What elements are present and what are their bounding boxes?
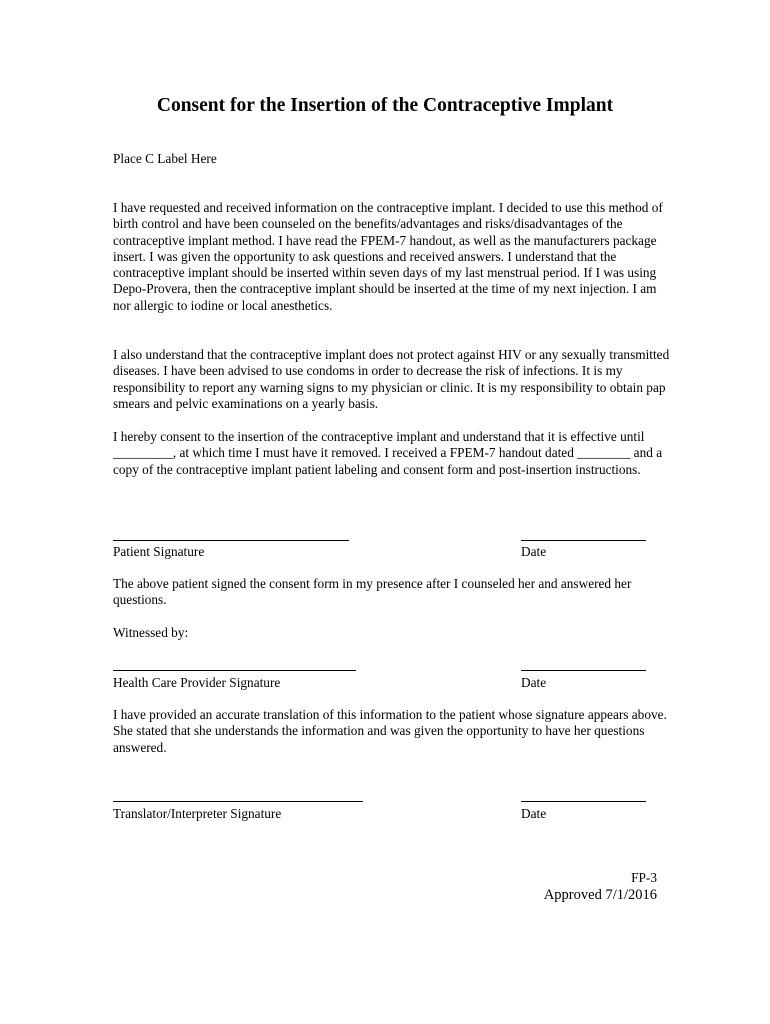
information-paragraph: I have requested and received information on the contraceptive implant. I decided to use this method of birth control and have been counseled on the benefits/advantages and risks/disadvantages of the contraceptive implant method. I have read the FPEM-7 handout, as well as the manufacturers package insert. I was given the opportunity to ask questions and received answers. I understand that the contraceptive implant should be inserted within seven days of my last menstrual period. If I was using Depo-Provera, then the contraceptive implant should be inserted at the time of my next injection. I am nor allergic to iodine or local anesthetics. [113, 200, 663, 313]
provider-date-line[interactable] [521, 670, 646, 671]
form-code: FP-3 [631, 870, 657, 885]
translator-signature-label: Translator/Interpreter Signature [113, 806, 282, 821]
approval-date: Approved 7/1/2016 [543, 887, 657, 903]
provider-date-label: Date [521, 675, 547, 690]
patient-date-line[interactable] [521, 540, 646, 541]
witnessed-by-label: Witnessed by: [113, 625, 189, 640]
translation-statement: I have provided an accurate translation of this information to the patient whose signature appears above. She stated that she understands the information and was given the opportunity to have her questions answered. [113, 707, 667, 755]
consent-paragraph: I hereby consent to the insertion of the contraceptive implant and understand that it is effective until _________, at which time I must have it removed. I received a FPEM-7 handout dated ________ and a copy of the contraceptive implant patient labeling and consent form and post-insertion instructions. [113, 429, 663, 477]
patient-date-label: Date [521, 544, 547, 559]
label-placeholder-text: Place C Label Here [113, 151, 217, 166]
provider-signature-line[interactable] [113, 670, 356, 671]
page-title: Consent for the Insertion of the Contraceptive Implant [156, 95, 614, 116]
witness-statement: The above patient signed the consent form in my presence after I counseled her and answered her questions. [113, 576, 632, 608]
translator-signature-line[interactable] [113, 801, 363, 802]
patient-signature-line[interactable] [113, 540, 349, 541]
provider-signature-label: Health Care Provider Signature [113, 675, 281, 690]
patient-signature-label: Patient Signature [113, 544, 205, 559]
translator-date-label: Date [521, 806, 547, 821]
risks-paragraph: I also understand that the contraceptive implant does not protect against HIV or any sexually transmitted diseases. I have been advised to use condoms in order to decrease the risk of infections. It is my responsibility to report any warning signs to my physician or clinic. It is my responsibility to obtain pap smears and pelvic examinations on a yearly basis. [113, 347, 670, 411]
translator-date-line[interactable] [521, 801, 646, 802]
